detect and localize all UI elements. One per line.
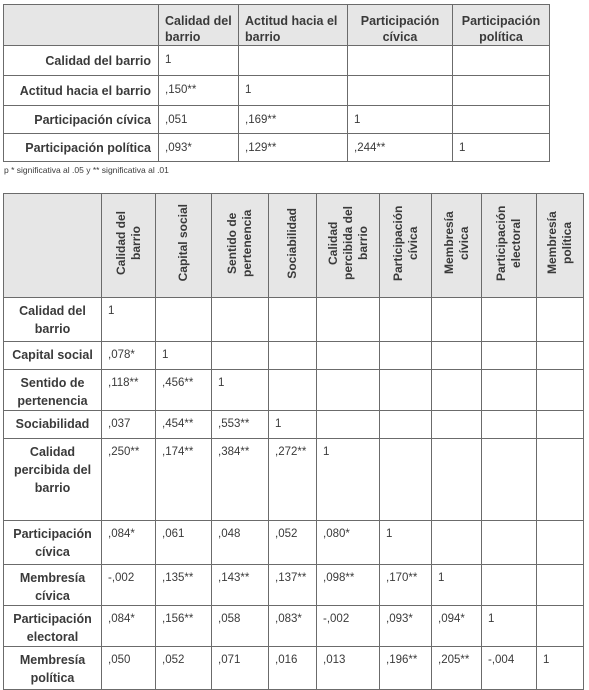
table2-cell (212, 298, 269, 342)
table2-cell: ,156** (156, 606, 212, 647)
table2-col-header (317, 194, 380, 298)
table2-cell (212, 342, 269, 370)
table1-cell (453, 46, 550, 76)
table2-row (4, 298, 584, 342)
table2-col-header (269, 194, 317, 298)
table2-cell: ,048 (212, 521, 269, 565)
table1-col-header: Participación cívica (348, 5, 453, 46)
table2-row (4, 411, 584, 439)
table2-cell (482, 342, 537, 370)
table1-cell (239, 46, 348, 76)
table1-cell (348, 46, 453, 76)
table2-col-header-label: Membresía cívica (441, 211, 471, 275)
table2-cell (317, 370, 380, 411)
table2-row (4, 565, 584, 606)
table2-cell (482, 439, 537, 521)
table2-cell (269, 298, 317, 342)
table1-cell: ,093* (159, 134, 239, 162)
table2-cell (432, 439, 482, 521)
table2-cell: 1 (156, 342, 212, 370)
table1-cell: ,150** (159, 76, 239, 106)
table2-cell (432, 370, 482, 411)
table2-cell (537, 342, 584, 370)
table2-cell: ,205** (432, 647, 482, 690)
table2-row-label: Calidad del barrio (4, 298, 102, 342)
table2-cell: 1 (212, 370, 269, 411)
table2-cell: ,080* (317, 521, 380, 565)
table2-row-label: Membresía política (4, 647, 102, 690)
table2-cell: ,093* (380, 606, 432, 647)
table2-cell: ,196** (380, 647, 432, 690)
table2-row (4, 439, 584, 521)
table2-row-label: Participación electoral (4, 606, 102, 647)
table2-cell (482, 411, 537, 439)
table2-row-label: Calidad percibida del barrio (4, 439, 102, 521)
table2-cell: ,084* (102, 606, 156, 647)
table1-cell: 1 (239, 76, 348, 106)
table2-cell (482, 298, 537, 342)
table2-col-header-label: Sociabilidad (285, 207, 299, 279)
table1-cell: 1 (159, 46, 239, 76)
table2-col-header (212, 194, 269, 298)
table2-cell: ,135** (156, 565, 212, 606)
table2-col-header (102, 194, 156, 298)
table2-row-label: Sentido de pertenencia (4, 370, 102, 411)
table2-cell: ,052 (156, 647, 212, 690)
table2-col-header (432, 194, 482, 298)
table1-row-label: Participación política (4, 134, 159, 162)
table2-cell (156, 298, 212, 342)
table2-cell (537, 606, 584, 647)
table1-col-header: Participación política (453, 5, 550, 46)
table2-cell (317, 411, 380, 439)
table2-cell: ,137** (269, 565, 317, 606)
table2-cell (432, 342, 482, 370)
table2-cell (537, 439, 584, 521)
table2-cell (537, 521, 584, 565)
table2-cell: 1 (537, 647, 584, 690)
table2-cell: 1 (269, 411, 317, 439)
table2-cell: ,071 (212, 647, 269, 690)
table2-cell (537, 565, 584, 606)
table2-col-header-label: Membresía política (545, 211, 574, 275)
table1-row (4, 46, 550, 76)
table2-cell (537, 370, 584, 411)
table1-col-header: Actitud hacia el barrio (239, 5, 348, 46)
table2-cell: -,004 (482, 647, 537, 690)
table2-col-header-label: Sentido de pertenencia (225, 209, 254, 277)
table1-header-row (4, 5, 550, 46)
table2-cell (537, 298, 584, 342)
table1-cell (453, 106, 550, 134)
table2-corner-cell (4, 194, 102, 298)
table2-cell: ,094* (432, 606, 482, 647)
significance-note: p * significativa al .05 y ** significativa al .01 (4, 165, 169, 175)
table2-cell: ,384** (212, 439, 269, 521)
table2-cell (432, 411, 482, 439)
table2-cell (482, 565, 537, 606)
table2-cell: ,174** (156, 439, 212, 521)
table1-row-label: Participación cívica (4, 106, 159, 134)
table2-cell (482, 521, 537, 565)
table2-cell: ,456** (156, 370, 212, 411)
table1-corner-cell (4, 5, 159, 46)
table2-cell (317, 298, 380, 342)
table2-cell (269, 370, 317, 411)
table2-col-header-label: Calidad percibida del barrio (325, 205, 370, 281)
table2-cell (380, 411, 432, 439)
table2-cell: 1 (432, 565, 482, 606)
table2-cell (380, 342, 432, 370)
table2-cell: ,118** (102, 370, 156, 411)
table1-cell (348, 76, 453, 106)
table1-row (4, 76, 550, 106)
table2-cell: 1 (317, 439, 380, 521)
table1-row (4, 106, 550, 134)
table2-cell: ,013 (317, 647, 380, 690)
table2-cell: 1 (380, 521, 432, 565)
table2-cell (537, 411, 584, 439)
table2-cell: ,272** (269, 439, 317, 521)
table2-col-header-label: Participación cívica (390, 205, 420, 281)
table2-row (4, 521, 584, 565)
table2-col-header (482, 194, 537, 298)
table2-cell (432, 521, 482, 565)
table2-col-header (537, 194, 584, 298)
table2-header-row (4, 194, 584, 298)
table2-col-header (156, 194, 212, 298)
table1-row-label: Calidad del barrio (4, 46, 159, 76)
table2-cell: ,250** (102, 439, 156, 521)
table1-cell: ,051 (159, 106, 239, 134)
table2-cell (380, 370, 432, 411)
table1-col-header: Calidad del barrio (159, 5, 239, 46)
table2-cell: ,037 (102, 411, 156, 439)
table1-cell (453, 76, 550, 106)
table1-cell: 1 (348, 106, 453, 134)
table2-cell: 1 (482, 606, 537, 647)
table2-cell: ,052 (269, 521, 317, 565)
table2-col-header-label: Participación electoral (494, 205, 523, 281)
table2-cell: -,002 (102, 565, 156, 606)
table2-cell (380, 298, 432, 342)
table1-cell: ,244** (348, 134, 453, 162)
table2-cell: ,454** (156, 411, 212, 439)
table2-cell: -,002 (317, 606, 380, 647)
table1-cell: 1 (453, 134, 550, 162)
table2-row-label: Capital social (4, 342, 102, 370)
table2-col-header (380, 194, 432, 298)
table2-cell: ,058 (212, 606, 269, 647)
table2-row-label: Participación cívica (4, 521, 102, 565)
table2-cell (269, 342, 317, 370)
table2-row (4, 606, 584, 647)
table1-cell: ,169** (239, 106, 348, 134)
table2-row (4, 342, 584, 370)
table2-cell: ,170** (380, 565, 432, 606)
table2-cell: ,143** (212, 565, 269, 606)
table2-row-label: Membresía cívica (4, 565, 102, 606)
table2-cell: ,061 (156, 521, 212, 565)
table2-cell (380, 439, 432, 521)
table2-cell: ,083* (269, 606, 317, 647)
table2-cell: ,078* (102, 342, 156, 370)
table2-col-header-label: Calidad del barrio (113, 211, 143, 276)
table2-cell: ,016 (269, 647, 317, 690)
table2-cell (317, 342, 380, 370)
table2-cell (482, 370, 537, 411)
table2-cell: ,553** (212, 411, 269, 439)
table2-row (4, 647, 584, 690)
correlation-table-2 (3, 193, 584, 690)
table1-cell: ,129** (239, 134, 348, 162)
table2-row (4, 370, 584, 411)
table2-cell: ,098** (317, 565, 380, 606)
table2-cell: ,050 (102, 647, 156, 690)
table2-col-header-label: Capital social (176, 204, 190, 282)
table1-row-label: Actitud hacia el barrio (4, 76, 159, 106)
table1-row (4, 134, 550, 162)
table2-row-label: Sociabilidad (4, 411, 102, 439)
table2-cell (432, 298, 482, 342)
table2-cell: 1 (102, 298, 156, 342)
correlation-table-1 (3, 4, 550, 162)
table2-cell: ,084* (102, 521, 156, 565)
